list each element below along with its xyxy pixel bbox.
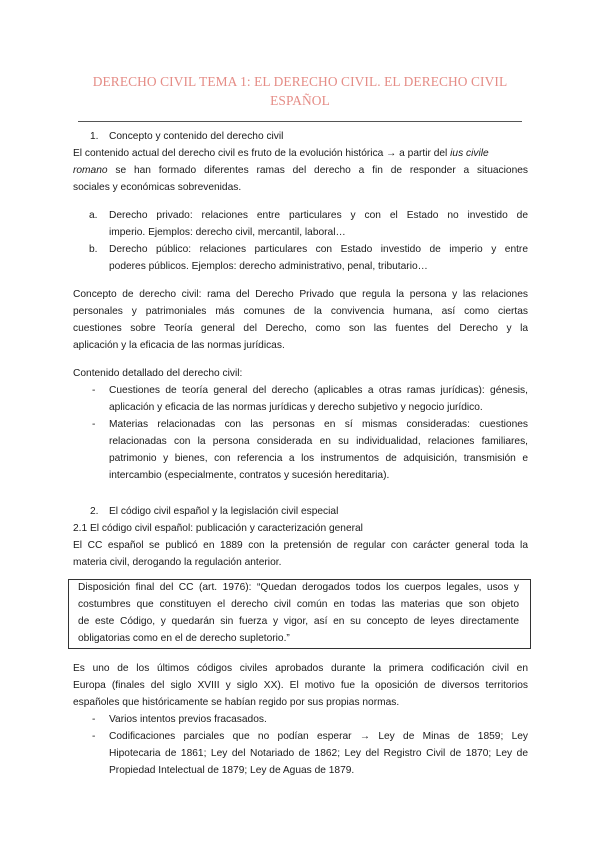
title-line-1: DERECHO CIVIL TEMA 1: EL DERECHO CIVIL. EL DERECHO CIVIL (92, 74, 508, 89)
bullet-marker: - (92, 731, 96, 742)
list-item-b-line-2: poderes públicos. Ejemplos: derecho administrativo, penal, tributario… (109, 261, 428, 272)
list-marker-b: b. (89, 244, 98, 255)
s1-paragraph-2-line-2: personales y patrimoniales más comunes de la convivencia humana, así como ciertas (73, 306, 528, 317)
quote-line-3: de este Código, y quedarán sin fuerza y vigor, así en su concepto de leyes directamente (78, 616, 519, 627)
s2-bullet-2-line-2: Hipotecaria de 1861; Ley del Notariado de 1862; Ley del Registro Civil de 1870; Ley de (109, 748, 528, 759)
s1-bullet-2-line-4: intercambio (especialmente, contratos y sucesión hereditaria). (109, 470, 390, 481)
s2-bullet-2-line-3: Propiedad Intelectual de 1879; Ley de Aguas de 1879. (109, 765, 355, 776)
s2-paragraph-2-line-1: Es uno de los últimos códigos civiles aprobados durante la primera codificación civil en (73, 663, 528, 674)
bullet-marker: - (92, 385, 96, 396)
document-title (60, 72, 540, 110)
title-line-2: ESPAÑOL (270, 93, 330, 108)
list-marker-a: a. (89, 210, 98, 221)
title-divider (78, 121, 522, 122)
s2-paragraph-2-line-3: españoles que históricamente se habían regido por sus propias normas. (73, 697, 400, 708)
s1-paragraph-1-line-3: sociales y económicas sobrevenidas. (73, 182, 242, 193)
s1-paragraph-3: Contenido detallado del derecho civil: (73, 368, 243, 379)
quote-line-4: obligatorias como en el de derecho supletorio.” (78, 633, 290, 644)
bullet-marker: - (92, 419, 96, 430)
s1-bullet-2-line-1: Materias relacionadas con las personas en sí mismas consideradas: cuestiones (109, 419, 528, 430)
s1-paragraph-1-line-2: romano se han formado diferentes ramas del derecho a fin de responder a situaciones (73, 165, 528, 176)
quote-line-1: Disposición final del CC (art. 1976): “Quedan derogados todos los cuerpos legales, usos y (78, 582, 519, 593)
list-item-b-line-1: Derecho público: relaciones particulares con Estado investido de imperio y entre (109, 244, 528, 255)
section-2-heading: El código civil español y la legislación civil especial (109, 506, 339, 517)
section-1-number: 1. (90, 131, 99, 142)
s1-paragraph-2-line-1: Concepto de derecho civil: rama del Derecho Privado que regula la persona y las relaciones (73, 289, 528, 300)
section-2-number: 2. (90, 506, 99, 517)
quote-box (68, 579, 531, 649)
s1-bullet-1-line-2: aplicación y eficacia de las normas jurídicas y derecho subjetivo y negocio jurídico. (109, 402, 483, 413)
s1-paragraph-2-line-4: aplicación y la eficacia de las normas jurídicas. (73, 340, 285, 351)
s2-bullet-2-line-1: Codificaciones parciales que no podían esperar → Ley de Minas de 1859; Ley (109, 731, 528, 742)
subsection-2-1-heading: 2.1 El código civil español: publicación y caracterización general (73, 523, 363, 534)
s2-paragraph-1-line-2: materia civil, derogando la regulación anterior. (73, 557, 282, 568)
s1-paragraph-2-line-3: cuestiones sobre Teoría general del Derecho, como son las fuentes del Derecho y la (73, 323, 528, 334)
section-1-heading: Concepto y contenido del derecho civil (109, 131, 284, 142)
s1-bullet-1-line-1: Cuestiones de teoría general del derecho (aplicables a otras ramas jurídicas): génesis, (109, 385, 528, 396)
s1-paragraph-1-line-1: El contenido actual del derecho civil es fruto de la evolución histórica → a partir del ius civile (73, 148, 489, 159)
s1-bullet-2-line-3: patrimonio y bienes, con referencia a los instrumentos de adquisición, transmisión e (109, 453, 528, 464)
s2-paragraph-2-line-2: Europa (finales del siglo XVIII y siglo XX). El motivo fue la oposición de diversos territorios (73, 680, 528, 691)
s2-bullet-1-line-1: Varios intentos previos fracasados. (109, 714, 267, 725)
s2-paragraph-1-line-1: El CC español se publicó en 1889 con la pretensión de regular con carácter general toda la (73, 540, 528, 551)
list-item-a-line-1: Derecho privado: relaciones entre particulares y con el Estado no investido de (109, 210, 528, 221)
quote-line-2: costumbres que constituyen el derecho civil común en todas las materias que son objeto (78, 599, 519, 610)
bullet-marker: - (92, 714, 96, 725)
list-item-a-line-2: imperio. Ejemplos: derecho civil, mercantil, laboral… (109, 227, 346, 238)
s1-bullet-2-line-2: relacionadas con la persona considerada en su individualidad, relaciones familiares, (109, 436, 528, 447)
